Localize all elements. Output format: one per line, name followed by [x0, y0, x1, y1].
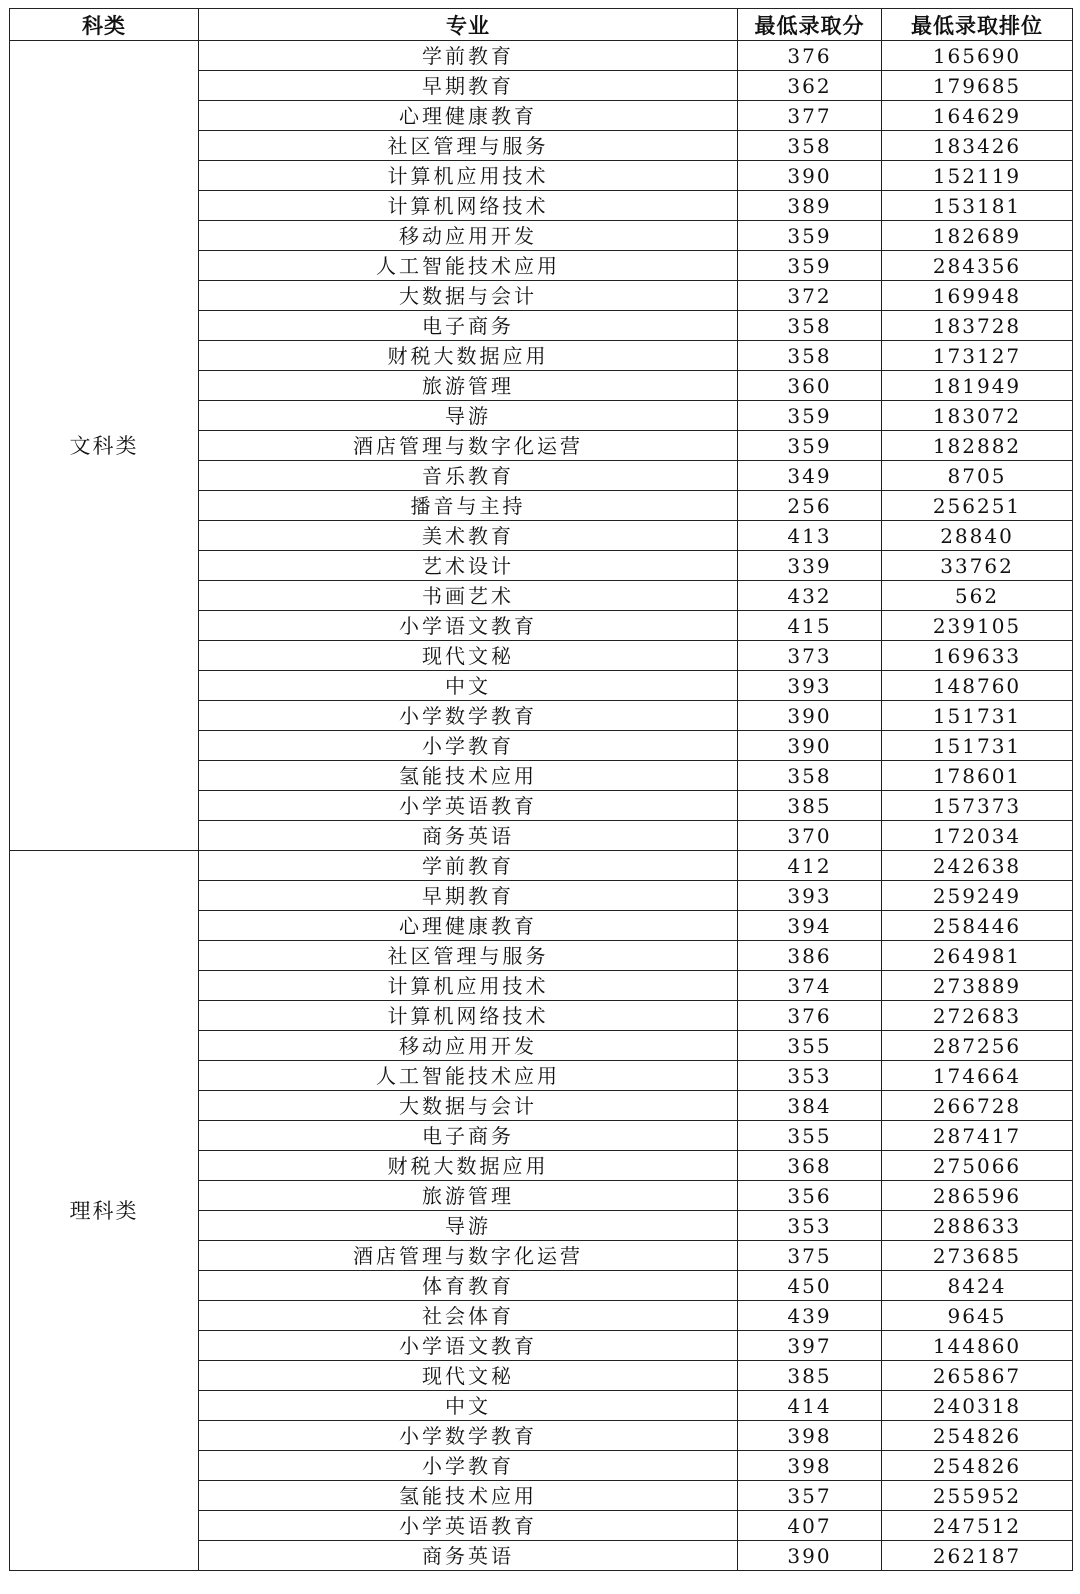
major-cell: 学前教育 [199, 41, 738, 71]
major-cell: 导游 [199, 401, 738, 431]
header-major: 专业 [199, 9, 738, 41]
score-cell: 390 [738, 1541, 882, 1571]
rank-cell: 181949 [882, 371, 1073, 401]
rank-cell: 153181 [882, 191, 1073, 221]
score-cell: 398 [738, 1451, 882, 1481]
rank-cell: 287256 [882, 1031, 1073, 1061]
score-cell: 439 [738, 1301, 882, 1331]
rank-cell: 247512 [882, 1511, 1073, 1541]
rank-cell: 255952 [882, 1481, 1073, 1511]
major-cell: 书画艺术 [199, 581, 738, 611]
table-row [10, 41, 1073, 71]
major-cell: 美术教育 [199, 521, 738, 551]
score-cell: 390 [738, 701, 882, 731]
score-cell: 375 [738, 1241, 882, 1271]
rank-cell: 174664 [882, 1061, 1073, 1091]
category-cell: 文科类 [10, 41, 199, 851]
major-cell: 学前教育 [199, 851, 738, 881]
rank-cell: 152119 [882, 161, 1073, 191]
rank-cell: 265867 [882, 1361, 1073, 1391]
header-category: 科类 [10, 9, 199, 41]
score-cell: 397 [738, 1331, 882, 1361]
score-cell: 368 [738, 1151, 882, 1181]
rank-cell: 273685 [882, 1241, 1073, 1271]
major-cell: 音乐教育 [199, 461, 738, 491]
major-cell: 中文 [199, 671, 738, 701]
rank-cell: 286596 [882, 1181, 1073, 1211]
rank-cell: 182882 [882, 431, 1073, 461]
major-cell: 社区管理与服务 [199, 131, 738, 161]
major-cell: 中文 [199, 1391, 738, 1421]
rank-cell: 254826 [882, 1421, 1073, 1451]
major-cell: 商务英语 [199, 821, 738, 851]
rank-cell: 183072 [882, 401, 1073, 431]
category-cell: 理科类 [10, 851, 199, 1571]
major-cell: 人工智能技术应用 [199, 251, 738, 281]
major-cell: 播音与主持 [199, 491, 738, 521]
major-cell: 移动应用开发 [199, 1031, 738, 1061]
rank-cell: 266728 [882, 1091, 1073, 1121]
rank-cell: 173127 [882, 341, 1073, 371]
score-cell: 359 [738, 401, 882, 431]
major-cell: 移动应用开发 [199, 221, 738, 251]
major-cell: 大数据与会计 [199, 281, 738, 311]
major-cell: 计算机应用技术 [199, 161, 738, 191]
score-cell: 370 [738, 821, 882, 851]
rank-cell: 287417 [882, 1121, 1073, 1151]
score-cell: 349 [738, 461, 882, 491]
rank-cell: 179685 [882, 71, 1073, 101]
major-cell: 旅游管理 [199, 1181, 738, 1211]
admission-table [9, 8, 1073, 1571]
score-cell: 374 [738, 971, 882, 1001]
score-cell: 412 [738, 851, 882, 881]
score-cell: 360 [738, 371, 882, 401]
major-cell: 人工智能技术应用 [199, 1061, 738, 1091]
score-cell: 390 [738, 161, 882, 191]
rank-cell: 272683 [882, 1001, 1073, 1031]
rank-cell: 562 [882, 581, 1073, 611]
major-cell: 小学数学教育 [199, 1421, 738, 1451]
table-row [10, 851, 1073, 881]
score-cell: 358 [738, 341, 882, 371]
rank-cell: 33762 [882, 551, 1073, 581]
score-cell: 359 [738, 221, 882, 251]
major-cell: 财税大数据应用 [199, 1151, 738, 1181]
score-cell: 384 [738, 1091, 882, 1121]
score-cell: 414 [738, 1391, 882, 1421]
major-cell: 小学英语教育 [199, 791, 738, 821]
score-cell: 413 [738, 521, 882, 551]
score-cell: 390 [738, 731, 882, 761]
rank-cell: 178601 [882, 761, 1073, 791]
major-cell: 小学语文教育 [199, 1331, 738, 1361]
rank-cell: 8424 [882, 1271, 1073, 1301]
rank-cell: 183728 [882, 311, 1073, 341]
score-cell: 358 [738, 131, 882, 161]
score-cell: 355 [738, 1031, 882, 1061]
rank-cell: 262187 [882, 1541, 1073, 1571]
rank-cell: 148760 [882, 671, 1073, 701]
rank-cell: 151731 [882, 701, 1073, 731]
rank-cell: 254826 [882, 1451, 1073, 1481]
score-cell: 376 [738, 1001, 882, 1031]
score-cell: 357 [738, 1481, 882, 1511]
rank-cell: 169948 [882, 281, 1073, 311]
major-cell: 财税大数据应用 [199, 341, 738, 371]
score-cell: 362 [738, 71, 882, 101]
score-cell: 376 [738, 41, 882, 71]
score-cell: 353 [738, 1211, 882, 1241]
major-cell: 小学教育 [199, 731, 738, 761]
header-row [10, 9, 1073, 41]
score-cell: 415 [738, 611, 882, 641]
score-cell: 359 [738, 251, 882, 281]
major-cell: 心理健康教育 [199, 101, 738, 131]
rank-cell: 264981 [882, 941, 1073, 971]
header-min-score: 最低录取分 [738, 9, 882, 41]
score-cell: 432 [738, 581, 882, 611]
rank-cell: 144860 [882, 1331, 1073, 1361]
score-cell: 377 [738, 101, 882, 131]
major-cell: 小学教育 [199, 1451, 738, 1481]
major-cell: 艺术设计 [199, 551, 738, 581]
rank-cell: 240318 [882, 1391, 1073, 1421]
major-cell: 大数据与会计 [199, 1091, 738, 1121]
major-cell: 体育教育 [199, 1271, 738, 1301]
rank-cell: 256251 [882, 491, 1073, 521]
major-cell: 小学数学教育 [199, 701, 738, 731]
score-cell: 339 [738, 551, 882, 581]
score-cell: 358 [738, 311, 882, 341]
score-cell: 450 [738, 1271, 882, 1301]
score-cell: 359 [738, 431, 882, 461]
rank-cell: 157373 [882, 791, 1073, 821]
major-cell: 小学语文教育 [199, 611, 738, 641]
score-cell: 358 [738, 761, 882, 791]
score-cell: 373 [738, 641, 882, 671]
major-cell: 计算机应用技术 [199, 971, 738, 1001]
major-cell: 早期教育 [199, 881, 738, 911]
rank-cell: 182689 [882, 221, 1073, 251]
rank-cell: 164629 [882, 101, 1073, 131]
rank-cell: 239105 [882, 611, 1073, 641]
score-cell: 386 [738, 941, 882, 971]
score-cell: 398 [738, 1421, 882, 1451]
rank-cell: 169633 [882, 641, 1073, 671]
major-cell: 心理健康教育 [199, 911, 738, 941]
major-cell: 现代文秘 [199, 1361, 738, 1391]
score-cell: 385 [738, 1361, 882, 1391]
major-cell: 现代文秘 [199, 641, 738, 671]
rank-cell: 273889 [882, 971, 1073, 1001]
rank-cell: 288633 [882, 1211, 1073, 1241]
rank-cell: 8705 [882, 461, 1073, 491]
score-cell: 393 [738, 671, 882, 701]
rank-cell: 275066 [882, 1151, 1073, 1181]
rank-cell: 258446 [882, 911, 1073, 941]
rank-cell: 28840 [882, 521, 1073, 551]
major-cell: 电子商务 [199, 1121, 738, 1151]
score-cell: 389 [738, 191, 882, 221]
major-cell: 社会体育 [199, 1301, 738, 1331]
major-cell: 计算机网络技术 [199, 1001, 738, 1031]
score-cell: 393 [738, 881, 882, 911]
score-cell: 355 [738, 1121, 882, 1151]
score-cell: 407 [738, 1511, 882, 1541]
major-cell: 导游 [199, 1211, 738, 1241]
score-cell: 394 [738, 911, 882, 941]
major-cell: 商务英语 [199, 1541, 738, 1571]
rank-cell: 165690 [882, 41, 1073, 71]
rank-cell: 259249 [882, 881, 1073, 911]
score-cell: 372 [738, 281, 882, 311]
major-cell: 酒店管理与数字化运营 [199, 1241, 738, 1271]
major-cell: 小学英语教育 [199, 1511, 738, 1541]
score-cell: 353 [738, 1061, 882, 1091]
major-cell: 酒店管理与数字化运营 [199, 431, 738, 461]
major-cell: 旅游管理 [199, 371, 738, 401]
rank-cell: 9645 [882, 1301, 1073, 1331]
major-cell: 电子商务 [199, 311, 738, 341]
rank-cell: 183426 [882, 131, 1073, 161]
rank-cell: 242638 [882, 851, 1073, 881]
table-body [10, 41, 1073, 1571]
header-min-rank: 最低录取排位 [882, 9, 1073, 41]
major-cell: 社区管理与服务 [199, 941, 738, 971]
major-cell: 氢能技术应用 [199, 761, 738, 791]
score-cell: 356 [738, 1181, 882, 1211]
major-cell: 计算机网络技术 [199, 191, 738, 221]
rank-cell: 172034 [882, 821, 1073, 851]
score-cell: 256 [738, 491, 882, 521]
rank-cell: 284356 [882, 251, 1073, 281]
major-cell: 氢能技术应用 [199, 1481, 738, 1511]
score-cell: 385 [738, 791, 882, 821]
major-cell: 早期教育 [199, 71, 738, 101]
rank-cell: 151731 [882, 731, 1073, 761]
